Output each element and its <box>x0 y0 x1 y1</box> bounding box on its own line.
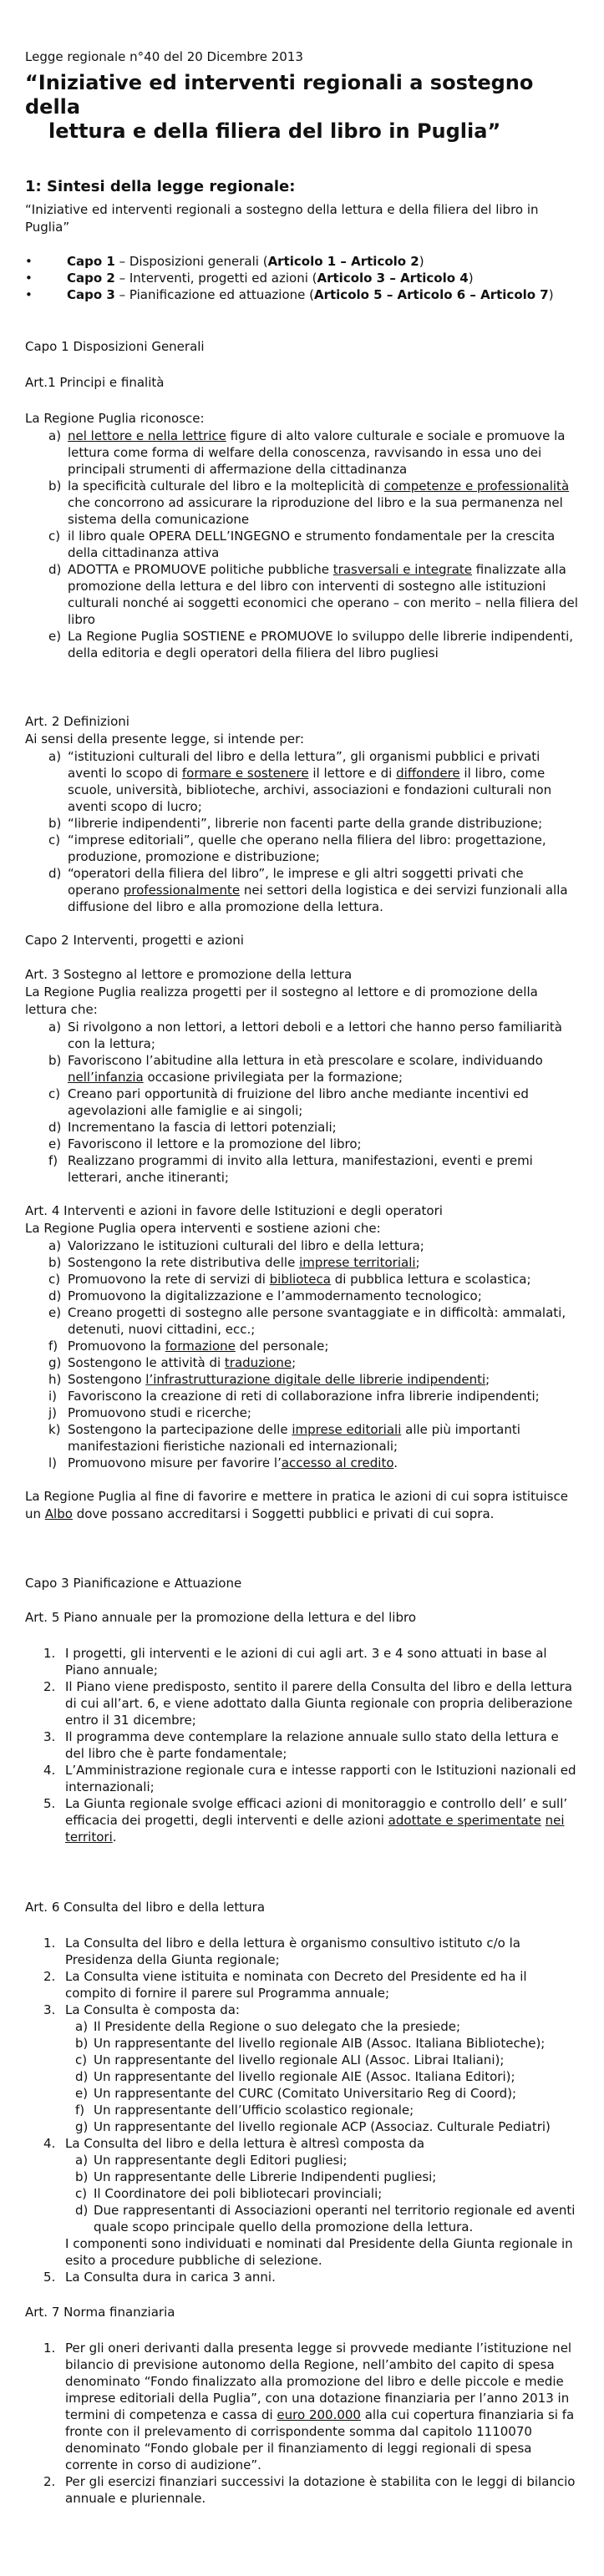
list-item: 1. I progetti, gli interventi e le azioni di cui agli art. 3 e 4 sono attuati in base al Piano annuale; <box>43 1646 547 1678</box>
list-item: h) Sostengono l’infrastrutturazione digitale delle librerie indipendenti; <box>48 1372 490 1387</box>
list-item: a) “istituzioni culturali del libro e della lettura”, gli organismi pubblici e privati aventi lo scopo di formare e sostenere il lettore e di diffondere il libro, come scuole, università, biblioteche, archivi, associazioni e fondazioni culturali non aventi scopo di lucro; <box>48 749 552 814</box>
capi-list <box>25 253 579 303</box>
list-item: b) la specificità culturale del libro e la molteplicità di competenze e professionalità che concorrono ad assicurare la riproduzione del libro e la sua permanenza nel sistema della comunicazione <box>48 478 570 527</box>
list-item: a) Il Presidente della Regione o suo delegato che la presiede; <box>75 2019 461 2034</box>
list-item: 1. Per gli oneri derivanti dalla presenta legge si provvede mediante l’istituzione nel bilancio di previsione autonomo della Regione, nell’ambito del capito di spesa denominato “Fondo finalizzato alla promozione del libro e delle piccole e medie imprese editoriali della Puglia”, con una dotazione finanziaria per l’anno 2013 in termini di competenza e cassa di euro 200.000 alla cui copertura finanziaria si fa fronte con il prelevamento di corrispondente somma dal capitolo 1110070 denominato “Fondo globale per il finanziamento di leggi regionali di spesa corrente in corso di audizione”. <box>43 2341 575 2472</box>
list-item: c) Il Coordinatore dei poli bibliotecari provinciali; <box>75 2186 383 2201</box>
list-item: e) Un rappresentante del CURC (Comitato Universitario Reg di Coord); <box>75 2086 517 2101</box>
list-item: a) Valorizzano le istituzioni culturali del libro e della lettura; <box>48 1238 424 1253</box>
capo-item: • Capo 3 – Pianificazione ed attuazione (Articolo 5 – Articolo 6 – Articolo 7) <box>25 287 554 302</box>
list-item: f) Realizzano programmi di invito alla lettura, manifestazioni, eventi e premi letterari, anche itineranti; <box>48 1153 533 1185</box>
document-title <box>25 71 579 144</box>
list-item: j) Promuovono studi e ricerche; <box>48 1405 251 1420</box>
list-item: a) nel lettore e nella lettrice figure di alto valore culturale e sociale e promuove la lettura come forma di welfare della conoscenza, ravvisando in essa uno dei principali strumenti di affermazione della cittadinanza <box>48 428 566 477</box>
list-item: d) “operatori della filiera del libro”, le imprese e gli altri soggetti privati che operano professionalmente nei settori della logistica e dei servizi funzionali alla diffusione del libro e alla promozione della lettura. <box>48 866 568 914</box>
list-item: 5. La Consulta dura in carica 3 anni. <box>43 2270 276 2285</box>
list-item: e) Favoriscono il lettore e la promozione del libro; <box>48 1136 362 1151</box>
art-2-intro: Ai sensi della presente legge, si intende per: <box>25 731 305 746</box>
art-5-list <box>25 1645 579 1845</box>
art-6-members-list <box>65 2018 579 2135</box>
art-6-title: Art. 6 Consulta del libro e della lettura <box>25 1900 266 1915</box>
list-item: 4. L’Amministrazione regionale cura e intesse rapporti con le Istituzioni nazionali ed internazionali; <box>43 1763 576 1794</box>
art-5-title: Art. 5 Piano annuale per la promozione della lettura e del libro <box>25 1610 417 1625</box>
summary-heading: 1: Sintesi della legge regionale: <box>25 178 296 195</box>
law-reference: Legge regionale n°40 del 20 Dicembre 2013 <box>25 49 303 64</box>
list-item: k) Sostengono la partecipazione delle imprese editoriali alle più importanti manifestazioni fieristiche nazionali ed internazionali; <box>48 1422 520 1454</box>
list-item: a) Un rappresentante degli Editori pugliesi; <box>75 2153 348 2168</box>
list-item: d) ADOTTA e PROMUOVE politiche pubbliche trasversali e integrate finalizzate alla promozione della lettura e del libro con interventi di sostegno alle istituzioni culturali nonché ai soggetti economici che operano – con merito – nella filiera del libro <box>48 562 578 627</box>
list-item: 2. Il Piano viene predisposto, sentito il parere della Consulta del libro e della lettura di cui all’art. 6, e viene adottato dalla Giunta regionale con propria deliberazione entro il 31 dicembre; <box>43 1679 573 1728</box>
list-item: 4. La Consulta del libro e della lettura è altresì composta da a) Un rappresentante degli Editori pugliesi; b) Un rappresentante delle Librerie Indipendenti pugliesi; c) Il Coordinatore dei poli bibliotecari provinciali; d) Due rappresentanti di Associazioni operanti nel territorio regionale ed aventi quale scopo principale quello della promozione della lettura. I componenti sono individuati e nominati dal Presidente della Giunta regionale in esito a procedure pubbliche di selezione. <box>25 2135 579 2269</box>
art-7-title: Art. 7 Norma finanziaria <box>25 2305 175 2320</box>
art-4-list <box>25 1237 579 1471</box>
list-item: i) Favoriscono la creazione di reti di collaborazione infra librerie indipendenti; <box>48 1389 540 1404</box>
art-6-list <box>25 1935 579 2285</box>
art-2-title: Art. 2 Definizioni <box>25 714 129 729</box>
capo-item: • Capo 2 – Interventi, progetti ed azioni (Articolo 3 – Articolo 4) <box>25 271 474 286</box>
capo-item: • Capo 1 – Disposizioni generali (Articolo 1 – Articolo 2) <box>25 254 424 269</box>
list-item: e) La Regione Puglia SOSTIENE e PROMUOVE lo sviluppo delle librerie indipendenti, della editoria e degli operatori della filiera del libro pugliesi <box>48 629 574 660</box>
list-item: 2. La Consulta viene istituita e nominata con Decreto del Presidente ed ha il compito di fornire il parere sul Programma annuale; <box>43 1969 527 2001</box>
list-item: 5. La Giunta regionale svolge efficaci azioni di monitoraggio e controllo dell’ e sull’ efficacia dei progetti, degli interventi e delle azioni adottate e sperimentate nei territori. <box>43 1796 568 1845</box>
list-item: d) Incrementano la fascia di lettori potenziali; <box>48 1120 337 1135</box>
list-item: 2. Per gli esercizi finanziari successivi la dotazione è stabilita con le leggi di bilancio annuale e pluriennale. <box>43 2474 576 2506</box>
list-item: g) Sostengono le attività di traduzione; <box>48 1355 297 1370</box>
list-item: c) Creano pari opportunità di fruizione del libro anche mediante incentivi ed agevolazioni alle famiglie e ai singoli; <box>48 1086 529 1118</box>
list-item: e) Creano progetti di sostegno alle persone svantaggiate e in difficoltà: ammalati, detenuti, nuovi cittadini, ecc.; <box>48 1305 566 1337</box>
title-line-1: “Iniziative ed interventi regionali a sostegno della <box>25 71 534 119</box>
summary-text: “Iniziative ed interventi regionali a sostegno della lettura e della filiera del libro in Puglia” <box>25 202 539 235</box>
list-item: f) Promuovono la formazione del personale; <box>48 1339 329 1354</box>
art-2-list <box>25 748 579 915</box>
list-item: 3. Il programma deve contemplare la relazione annuale sullo stato della lettura e del libro che è parte fondamentale; <box>43 1729 559 1761</box>
list-item: l) Promuovono misure per favorire l’accesso al credito. <box>48 1455 398 1470</box>
list-item: 3. La Consulta è composta da: a) Il Presidente della Regione o suo delegato che la presiede; b) Un rappresentante del livello regionale AIB (Assoc. Italiana Biblioteche); c) Un rappresentante del livello regionale ALI (Assoc. Librai Italiani); d) Un rappresentante del livello regionale AIE (Assoc. Italiana Editori); e) Un rappresentante del CURC (Comitato Universitario Reg di Coord); f) Un rappresentante dell’Ufficio scolastico regionale; g) Un rappresentante del livello regionale ACP (Associaz. Culturale Pediatri) <box>25 2002 579 2135</box>
list-item: f) Un rappresentante dell’Ufficio scolastico regionale; <box>75 2103 414 2118</box>
list-item: d) Un rappresentante del livello regionale AIE (Assoc. Italiana Editori); <box>75 2069 515 2084</box>
list-item: b) Un rappresentante del livello regionale AIB (Assoc. Italiana Biblioteche); <box>75 2036 546 2051</box>
art-3-list <box>25 1019 579 1186</box>
capo-2-title: Capo 2 Interventi, progetti e azioni <box>25 933 244 948</box>
title-line-2: lettura e della filiera del libro in Puglia” <box>48 119 501 143</box>
list-item: b) Favoriscono l’abitudine alla lettura in età prescolare e scolare, individuando nell’infanzia occasione privilegiata per la formazione; <box>48 1053 543 1085</box>
list-item: c) il libro quale OPERA DELL’INGEGNO e strumento fondamentale per la crescita della cittadinanza attiva <box>48 529 556 560</box>
list-item: c) Promuovono la rete di servizi di biblioteca di pubblica lettura e scolastica; <box>48 1272 531 1287</box>
art-1-title: Art.1 Principi e finalità <box>25 375 165 390</box>
list-item: c) Un rappresentante del livello regionale ALI (Assoc. Librai Italiani); <box>75 2052 505 2067</box>
list-item: 1. La Consulta del libro e della lettura è organismo consultivo istituto c/o la Presidenza della Giunta regionale; <box>43 1936 520 1967</box>
list-item: b) Sostengono la rete distributiva delle imprese territoriali; <box>48 1255 420 1270</box>
list-item: d) Promuovono la digitalizzazione e l’ammodernamento tecnologico; <box>48 1288 482 1303</box>
list-item: d) Due rappresentanti di Associazioni operanti nel territorio regionale ed aventi quale scopo principale quello della promozione della lettura. <box>75 2203 576 2234</box>
art-4-intro: La Regione Puglia opera interventi e sostiene azioni che: <box>25 1221 381 1236</box>
art-3-title: Art. 3 Sostegno al lettore e promozione della lettura <box>25 967 353 982</box>
list-item: g) Un rappresentante del livello regionale ACP (Associaz. Culturale Pediatri) <box>75 2119 551 2134</box>
capo-1-title: Capo 1 Disposizioni Generali <box>25 339 205 354</box>
art-1-list <box>25 428 579 661</box>
capo-3-title: Capo 3 Pianificazione e Attuazione <box>25 1576 242 1591</box>
art-3-intro: La Regione Puglia realizza progetti per il sostegno al lettore e di promozione della lettura che: <box>25 984 538 1017</box>
list-item: a) Si rivolgono a non lettori, a lettori deboli e a lettori che hanno perso familiarità con la lettura; <box>48 1020 562 1051</box>
list-item: b) “librerie indipendenti”, librerie non facenti parte della grande distribuzione; <box>48 816 543 831</box>
art-4-closing: La Regione Puglia al fine di favorire e mettere in pratica le azioni di cui sopra istituisce un Albo dove possano accreditarsi i Soggetti pubblici e privati di cui sopra. <box>25 1489 568 1521</box>
list-item: c) “imprese editoriali”, quelle che operano nella filiera del libro: progettazione, produzione, promozione e distribuzione; <box>48 833 546 864</box>
list-item: b) Un rappresentante delle Librerie Indipendenti pugliesi; <box>75 2169 437 2184</box>
art-6-additional-list <box>65 2152 579 2235</box>
art-4-title: Art. 4 Interventi e azioni in favore delle Istituzioni e degli operatori <box>25 1203 443 1218</box>
art-1-intro: La Regione Puglia riconosce: <box>25 411 205 426</box>
art-6-note: I componenti sono individuati e nominati dal Presidente della Giunta regionale in esito a procedure pubbliche di selezione. <box>65 2236 573 2268</box>
art-7-list <box>25 2340 579 2507</box>
